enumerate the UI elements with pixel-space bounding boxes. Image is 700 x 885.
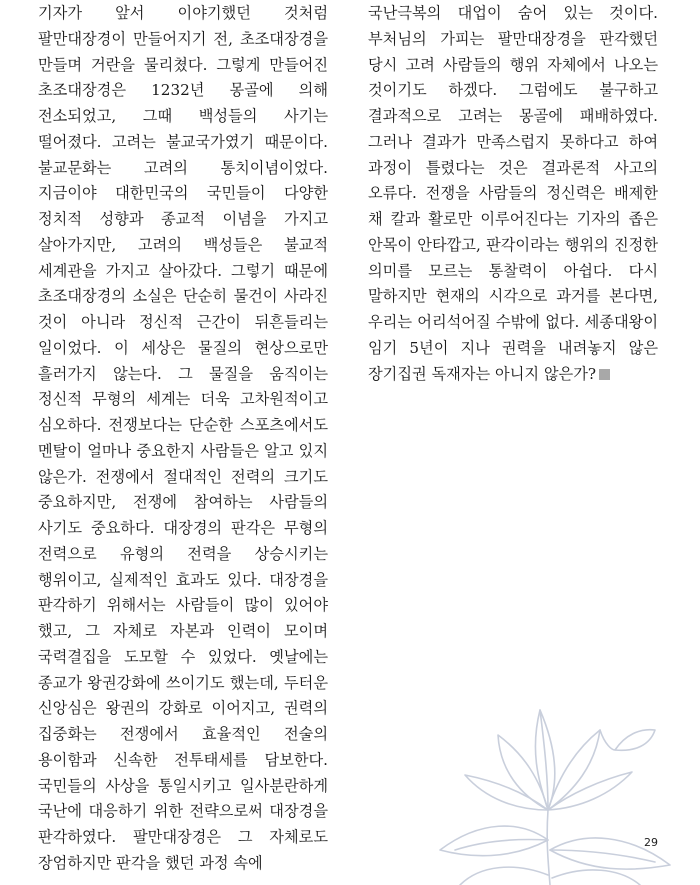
page-number: 29	[644, 836, 658, 849]
body-text-right	[368, 1, 658, 387]
lotus-flower-illustration	[400, 690, 700, 885]
left-column	[38, 1, 328, 877]
body-text-left: 기자가 앞서 이야기했던 것처럼 팔만대장경이 만들어지기 전, 초조대장경을 만들며 거란을 물리쳤다. 그렇게 만들어진 초조대장경은 1232년 몽골에 의해 전소되었고, 그때 백성들의 사기는 떨어졌다. 고려는 불교국가였기 때문이다. 불교문화는 고려의 통치이념이었다. 지금이야 대한민국의 국민들이 다양한 정치적 성향과 종교적 이념을 가지고 살아가지만, 고려의 백성들은 불교적 세계관을 가지고 살아갔다. 그렇기 때문에 초조대장경의 소실은 단순히 물건이 사라진 것이 아니라 정신적 근간이 뒤흔들리는 일이었다. 이 세상은 물질의 현상으로만 흘러가지 않는다. 그 물질을 움직이는 정신적 무형의 세계는 더욱 고차원적이고 심오하다. 전쟁보다는 단순한 스포츠에서도 멘탈이 얼마나 중요한지 사람들은 알고 있지 않은가. 전쟁에서 절대적인 전력의 크기도 중요하지만, 전쟁에 참여하는 사람들의 사기도 중요하다. 대장경의 판각은 무형의 전력으로 유형의 전력을 상승시키는 행위이고, 실제적인 효과도 있다. 대장경을 판각하기 위해서는 사람들이 많이 있어야 했고, 그 자체로 자본과 인력이 모이며 국력결집을 도모할 수 있었다. 옛날에는 종교가 왕권강화에 쓰이기도 했는데, 두터운 신앙심은 왕권의 강화로 이어지고, 권력의 집중화는 전쟁에서 효율적인 전술의 용이함과 신속한 전투태세를 담보한다. 국민들의 사상을 통일시키고 일사분란하게 국난에 대응하기 위한 전략으로써 대장경을 판각하였다. 팔만대장경은 그 자체로도 장엄하지만 판각을 했던 과정 속에	[38, 4, 328, 872]
right-column	[368, 1, 658, 387]
body-text-right-content: 국난극복의 대업이 숨어 있는 것이다. 부처님의 가피는 팔만대장경을 판각했던 당시 고려 사람들의 행위 자체에서 나오는 것이기도 하겠다. 그럼에도 불구하고 결과적으로 고려는 몽골에 패배하였다. 그러나 결과가 만족스럽지 못하다고 하여 과정이 틀렸다는 것은 결과론적 사고의 오류다. 전쟁을 사람들의 정신력은 배제한 채 칼과 활로만 이루어진다는 기자의 좁은 안목이 안타깝고, 판각이라는 행위의 진정한 의미를 모르는 통찰력이 아쉽다. 다시 말하지만 현재의 시각으로 과거를 본다면, 우리는 어리석어질 수밖에 없다. 세종대왕이 임기 5년이 지나 권력을 내려놓지 않은 장기집권 독재자는 아니지 않은가?	[368, 4, 658, 383]
end-of-article-icon	[599, 369, 610, 380]
